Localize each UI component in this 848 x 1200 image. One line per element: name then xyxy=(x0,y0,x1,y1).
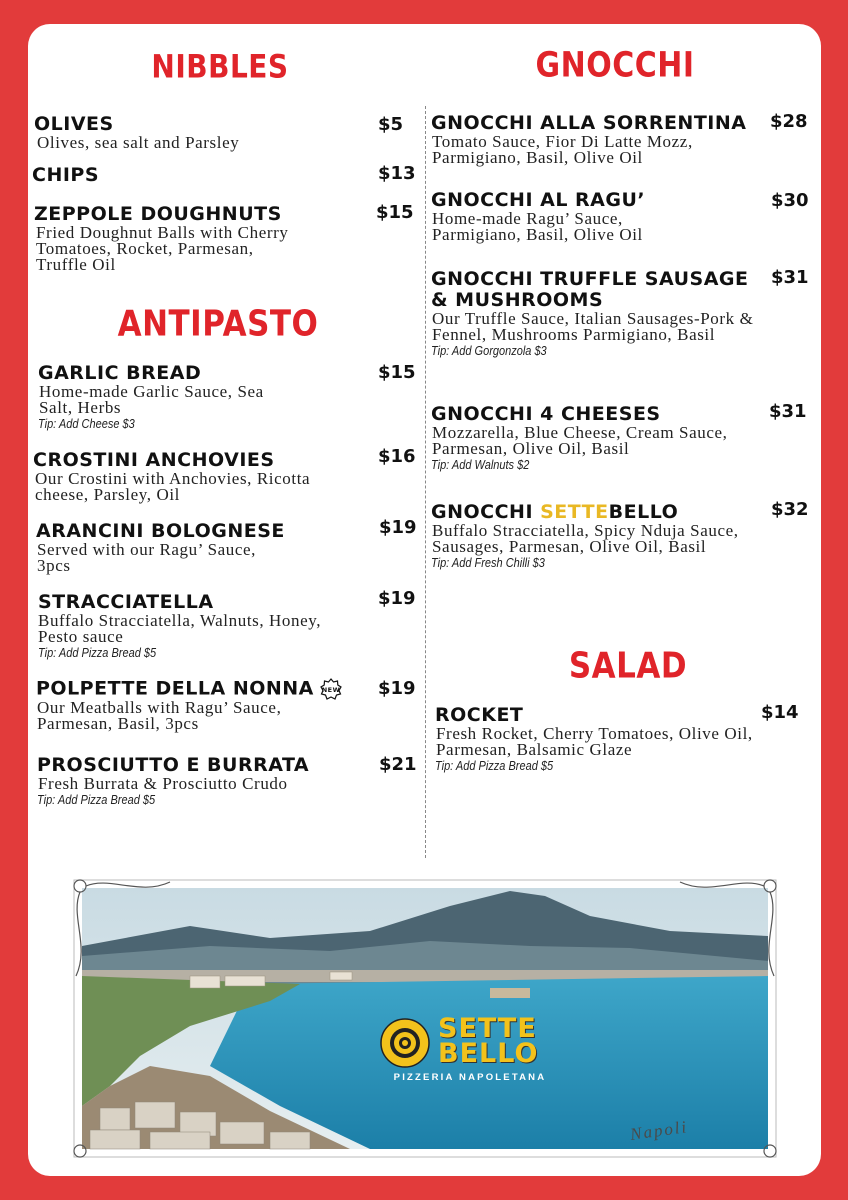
logo-line-1: SETTE xyxy=(438,1013,537,1044)
item-name: CHIPS xyxy=(32,164,100,186)
menu-item xyxy=(38,363,414,433)
item-description: Fried Doughnut Balls with Cherry Tomatoes, Rocket, Parmesan, Truffle Oil xyxy=(36,223,289,274)
menu-item xyxy=(431,269,811,360)
item-price: $15 xyxy=(376,202,414,223)
menu-item xyxy=(34,204,414,273)
item-description: Served with our Ragu’ Sauce, 3pcs xyxy=(37,540,257,575)
item-price: $30 xyxy=(771,190,809,211)
item-description: Fresh Burrata & Prosciutto Crudo xyxy=(38,774,288,793)
item-tip: Tip: Add Pizza Bread $5 xyxy=(435,759,554,773)
column-divider xyxy=(425,106,426,858)
menu-item xyxy=(36,678,414,732)
menu-item xyxy=(36,517,417,575)
item-description: Home-made Ragu’ Sauce, Parmigiano, Basil, Olive Oil xyxy=(432,209,643,244)
item-name: GNOCCHI ALLA SORRENTINA xyxy=(431,112,747,134)
item-price: $28 xyxy=(770,111,808,132)
item-price: $14 xyxy=(761,702,799,723)
item-tip: Tip: Add Cheese $3 xyxy=(38,417,135,431)
section-title-gnocchi: GNOCCHI xyxy=(535,45,695,86)
item-description: Tomato Sauce, Fior Di Latte Mozz, Parmigiano, Basil, Olive Oil xyxy=(432,132,693,167)
settebello-logo xyxy=(380,1013,560,1090)
item-name: GNOCCHI TRUFFLE SAUSAGE & MUSHROOMS xyxy=(431,268,749,311)
item-name xyxy=(36,678,414,700)
menu-item xyxy=(431,401,811,474)
menu-card xyxy=(28,24,821,1176)
item-name: ROCKET xyxy=(435,704,524,726)
item-price: $13 xyxy=(378,163,416,184)
item-name: ARANCINI BOLOGNESE xyxy=(36,520,285,542)
item-name: GNOCCHI 4 CHEESES xyxy=(431,403,661,425)
item-description: Buffalo Stracciatella, Spicy Nduja Sauce, Sausages, Parmesan, Olive Oil, Basil xyxy=(432,521,739,556)
item-name-part: GNOCCHI xyxy=(431,501,541,523)
item-name: GARLIC BREAD xyxy=(38,362,202,384)
item-description: Mozzarella, Blue Cheese, Cream Sauce, Parmesan, Olive Oil, Basil xyxy=(432,423,728,458)
item-name: GNOCCHI AL RAGU’ xyxy=(431,189,646,211)
item-description: Olives, sea salt and Parsley xyxy=(37,133,240,152)
item-description: Our Meatballs with Ragu’ Sauce, Parmesan, Basil, 3pcs xyxy=(37,698,282,733)
item-name-accent: SETTE xyxy=(540,501,609,523)
item-price: $19 xyxy=(378,678,416,699)
item-name: CROSTINI ANCHOVIES xyxy=(33,449,275,471)
new-badge-icon xyxy=(320,678,342,700)
item-name: ZEPPOLE DOUGHNUTS xyxy=(34,203,282,225)
logo-tagline: PIZZERIA NAPOLETANA xyxy=(393,1072,547,1083)
item-tip: Tip: Add Gorgonzola $3 xyxy=(431,344,547,358)
section-title-salad: SALAD xyxy=(568,645,688,687)
item-tip: Tip: Add Walnuts $2 xyxy=(431,458,530,472)
menu-item xyxy=(431,499,811,572)
item-tip: Tip: Add Pizza Bread $5 xyxy=(38,646,157,660)
menu-item xyxy=(38,588,416,662)
item-price: $32 xyxy=(771,499,809,520)
menu-item xyxy=(37,754,417,809)
item-description: Fresh Rocket, Cherry Tomatoes, Olive Oil, Parmesan, Balsamic Glaze xyxy=(436,724,753,759)
sun-emblem-icon xyxy=(380,1018,430,1068)
item-price: $31 xyxy=(769,401,807,422)
item-name: STRACCIATELLA xyxy=(38,591,214,613)
item-price: $16 xyxy=(378,446,416,467)
menu-item xyxy=(34,114,414,151)
section-title-antipasto: ANTIPASTO xyxy=(117,303,319,345)
logo-line-2: BELLO xyxy=(438,1038,539,1069)
menu-item xyxy=(431,113,811,166)
menu-item xyxy=(33,446,416,504)
item-price: $19 xyxy=(378,588,416,609)
item-tip: Tip: Add Fresh Chilli $3 xyxy=(431,556,545,570)
item-description: Our Truffle Sauce, Italian Sausages-Pork & Fennel, Mushrooms Parmigiano, Basil xyxy=(432,309,754,344)
postcard-caption: Napoli xyxy=(628,1117,690,1144)
menu-item xyxy=(32,165,414,186)
item-price: $21 xyxy=(379,754,417,775)
logo-wordmark xyxy=(438,1013,539,1069)
napoli-postcard-image xyxy=(70,876,780,1161)
item-price: $5 xyxy=(378,114,404,135)
item-description: Buffalo Stracciatella, Walnuts, Honey, Pesto sauce xyxy=(38,611,322,646)
item-name-part: BELLO xyxy=(608,501,679,523)
item-name xyxy=(431,502,811,523)
item-name-text: POLPETTE DELLA NONNA xyxy=(36,677,314,700)
item-price: $31 xyxy=(771,267,809,288)
item-description: Home-made Garlic Sauce, Sea Salt, Herbs xyxy=(39,382,264,417)
item-tip: Tip: Add Pizza Bread $5 xyxy=(37,793,156,807)
new-badge-label: NEW xyxy=(321,686,341,694)
item-name: OLIVES xyxy=(34,113,114,135)
item-description: Our Crostini with Anchovies, Ricotta cheese, Parsley, Oil xyxy=(35,469,311,504)
item-price: $19 xyxy=(379,517,417,538)
menu-item xyxy=(435,702,811,775)
section-title-nibbles: NIBBLES xyxy=(151,47,289,86)
item-name: PROSCIUTTO E BURRATA xyxy=(37,754,310,776)
menu-item xyxy=(431,190,811,243)
item-price: $15 xyxy=(378,362,416,383)
